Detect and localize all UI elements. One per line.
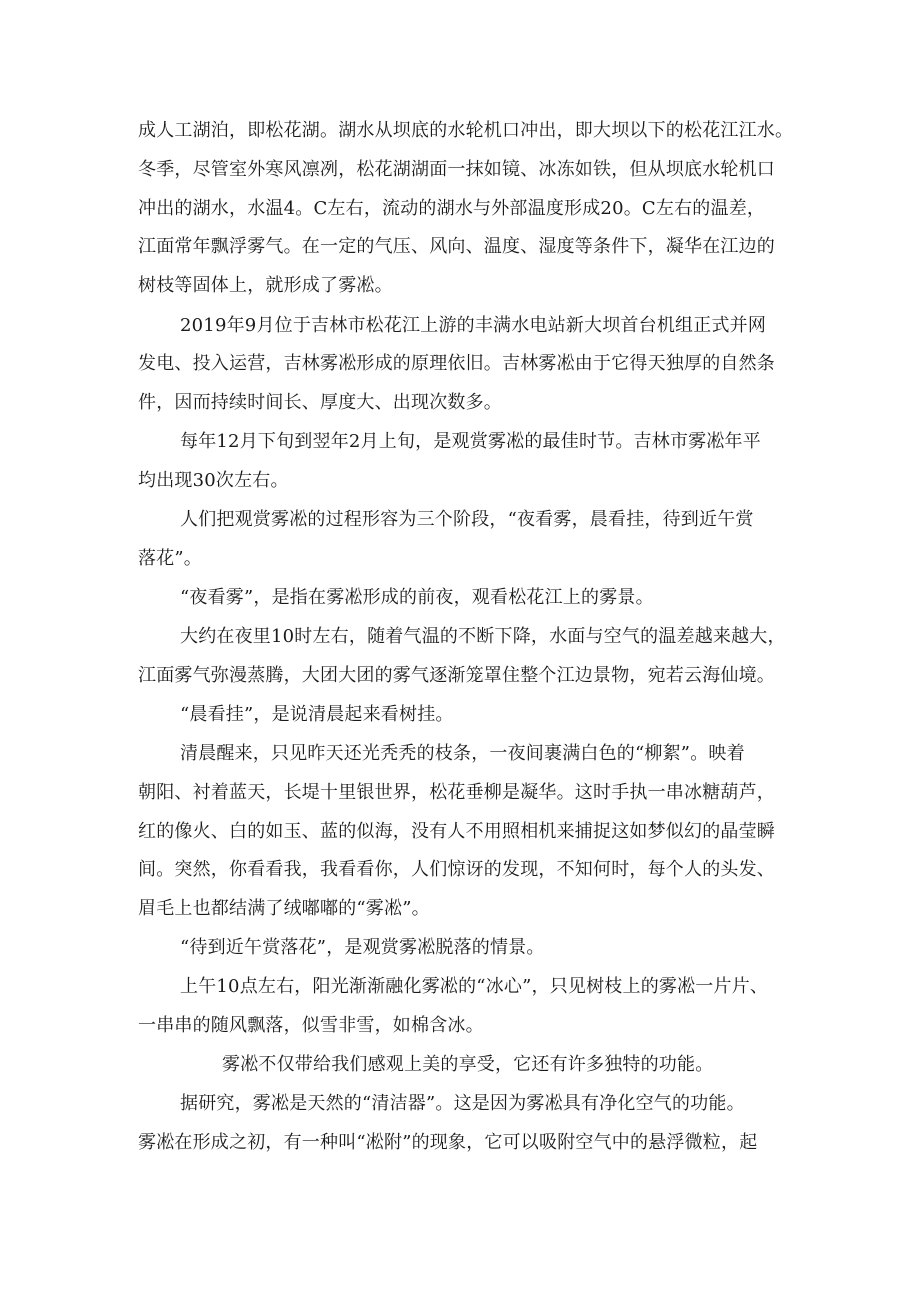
text-line: 冬季，尽管室外寒风凛冽，松花湖湖面一抹如镜、冰冻如铁，但从坝底水轮机口 xyxy=(138,159,775,180)
text-line: 发电、投入运营，吉林雾凇形成的原理依旧。吉林雾凇由于它得天独厚的自然条 xyxy=(138,353,775,374)
text-line: 冲出的湖水，水温4。C左右，流动的湖水与外部温度形成20。C左右的温差， xyxy=(138,198,766,219)
text-line: “夜看雾”，是指在雾凇形成的前夜，观看松花江上的雾景。 xyxy=(180,587,654,608)
text-line: 清晨醒来，只见昨天还光秃秃的枝条，一夜间裹满白色的“柳絮”。映着 xyxy=(180,743,745,764)
text-line: 雾凇不仅带给我们感观上美的享受，它还有许多独特的功能。 xyxy=(222,1054,714,1075)
text-line: 2019年9月位于吉林市松花江上游的丰满水电站新大坝首台机组正式并网 xyxy=(180,315,767,336)
text-line: 成人工湖泊，即松花湖。湖水从坝底的水轮机口冲出，即大坝以下的松花江江水。 xyxy=(138,120,794,141)
text-line: 雾凇在形成之初，有一种叫“凇附”的现象，它可以吸附空气中的悬浮微粒，起 xyxy=(138,1132,758,1153)
text-line: 江面雾气弥漫蒸腾，大团大团的雾气逐渐笼罩住整个江边景物，宛若云海仙境。 xyxy=(138,665,775,686)
text-line: 朝阳、衬着蓝天，长堤十里银世界，松花垂柳是凝华。这时手执一串冰糖葫芦， xyxy=(138,782,775,803)
text-line: 红的像火、白的如玉、蓝的似海，没有人不用照相机来捕捉这如梦似幻的晶莹瞬 xyxy=(138,821,775,842)
text-line: 江面常年飘浮雾气。在一定的气压、风向、温度、湿度等条件下，凝华在江边的 xyxy=(138,236,775,257)
text-line: 落花”。 xyxy=(138,548,203,569)
text-line: 据研究，雾凇是天然的“清洁器”。这是因为雾凇具有净化空气的功能。 xyxy=(180,1093,745,1114)
text-line: “晨看挂”，是说清晨起来看树挂。 xyxy=(180,704,454,725)
text-line: 件，因而持续时间长、厚度大、出现次数多。 xyxy=(138,392,502,413)
text-line: 间。突然，你看看我，我看看你，人们惊讶的发现，不知何时，每个人的头发、 xyxy=(138,859,775,880)
text-line: 人们把观赏雾凇的过程形容为三个阶段，“夜看雾，晨看挂，待到近午赏 xyxy=(180,509,754,530)
text-line: 每年12月下旬到翌年2月上旬，是观赏雾凇的最佳时节。吉林市雾凇年平 xyxy=(180,431,761,452)
text-line: 眉毛上也都结满了绒嘟嘟的“雾凇”。 xyxy=(138,898,430,919)
text-line: 大约在夜里10时左右，随着气温的不断下降，水面与空气的温差越来越大， xyxy=(180,626,786,647)
text-line: 上午10点左右，阳光渐渐融化雾凇的“冰心”，只见树枝上的雾凇一片片、 xyxy=(180,976,769,997)
text-line: 树枝等固体上，就形成了雾凇。 xyxy=(138,275,393,296)
text-line: “待到近午赏落花”，是观赏雾凇脱落的情景。 xyxy=(180,937,545,958)
text-line: 一串串的随风飘落，似雪非雪，如棉含冰。 xyxy=(138,1015,484,1036)
text-line: 均出现30次左右。 xyxy=(138,470,289,491)
